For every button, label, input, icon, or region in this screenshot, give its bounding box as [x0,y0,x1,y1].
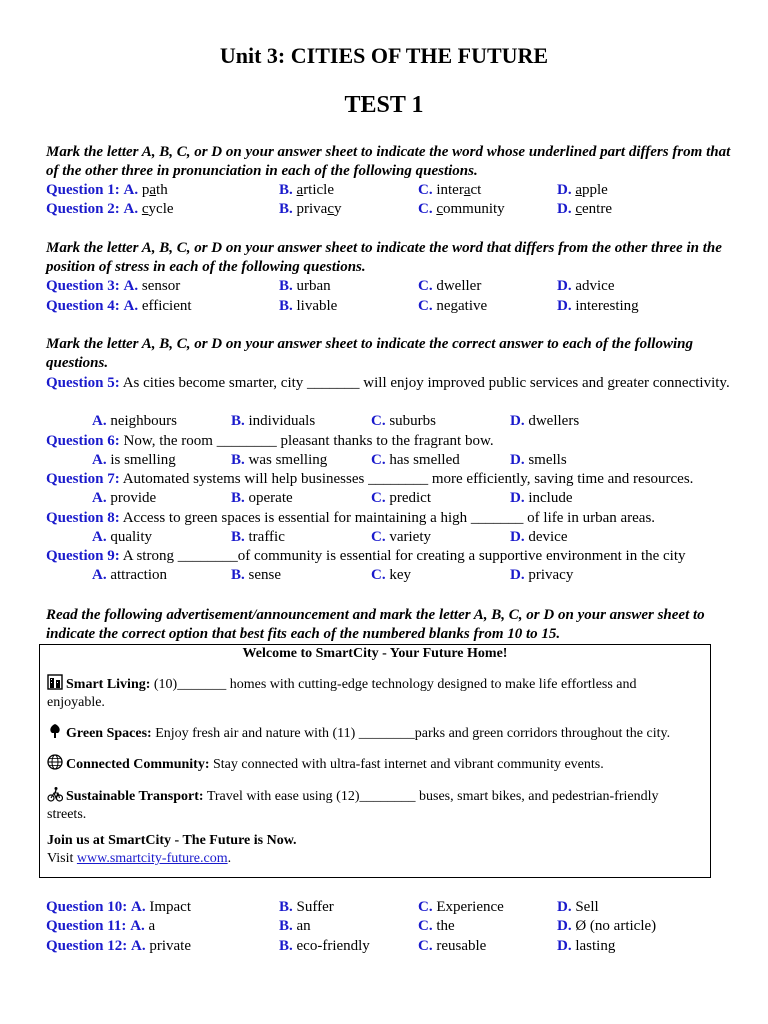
test-title: TEST 1 [344,92,424,118]
option-text: cycle [141,201,174,217]
option-d: D. interesting [557,298,639,314]
feature-smart-living: Smart Living: (10)_______ homes with cutting-edge technology designed to make life effortless and enjoyable. [47,674,697,712]
option-b: B. an [279,918,311,934]
question-label: Question 4: [46,298,120,314]
question-row: Question 11: A. a B. an C. the D. Ø (no article) [46,918,657,934]
question-stem: Question 7: Automated systems will help businesses ________ more efficiently, saving time and resources. [46,471,694,487]
advertisement-box [39,644,711,878]
options-row: A. quality B. traffic C. variety D. device [92,529,568,545]
question-stem: Question 5: As cities become smarter, city _______ will enjoy improved public services and greater connectivity. [46,375,730,391]
options-row: A. is smelling B. was smelling C. has smelled D. smells [92,452,567,468]
question-row: Question 10: A. Impact B. Suffer C. Experience D. Sell [46,899,599,915]
ad-visit-line: Visit www.smartcity-future.com. [47,851,232,866]
feature-sustainable-transport: Sustainable Transport: Travel with ease using (12)________ buses, smart bikes, and pedestrian-friendly streets. [47,786,697,824]
options-row: A. neighbours B. individuals C. suburbs D. dwellers [92,413,580,429]
question-label: Question 1: [46,182,120,198]
question-stem: Question 8: Access to green spaces is essential for maintaining a high _______ of life in urban areas. [46,510,656,526]
ad-join-line: Join us at SmartCity - The Future is Now. [47,833,297,848]
option-b: B. Suffer [279,899,334,915]
option-c: C. the [418,918,455,934]
option-b: B. eco-friendly [279,938,370,954]
section1-instruction: Mark the letter A, B, C, or D on your answer sheet to indicate the word whose underlined part differs from that of the other three in pronunciation in each of the following questions. [46,144,731,179]
feature-connected-community: Connected Community: Stay connected with ultra-fast internet and vibrant community events. [47,754,697,774]
section2-instruction: Mark the letter A, B, C, or D on your answer sheet to indicate the word that differs from the other three in the position of stress in each of the following questions. [46,240,722,275]
question-label: Question 3: [46,278,120,294]
option-b: B. livable [279,298,338,314]
question-row [46,200,736,219]
option-d: D. Ø (no article) [557,918,657,934]
option-text: path [141,182,168,198]
unit-title: Unit 3: CITIES OF THE FUTURE [219,43,549,68]
options-row: A. attraction B. sense C. key D. privacy [92,567,574,583]
question-label: Question 2: [46,201,120,217]
option-c: C. negative [418,298,488,314]
options-row: A. provide B. operate C. predict D. include [92,490,573,506]
section3-instruction: Mark the letter A, B, C, or D on your answer sheet to indicate the correct answer to each of the following questions. [46,336,693,371]
feature-green-spaces: Green Spaces: Enjoy fresh air and nature with (11) ________parks and green corridors throughout the city. [47,723,697,743]
option-d: D. lasting [557,938,616,954]
bicycle-icon [47,786,63,802]
question-row: Question 3: A. sensor B. urban C. dweller D. advice [46,278,615,294]
question-label: Question 11: [46,918,127,934]
website-link[interactable]: www.smartcity-future.com [76,851,228,866]
option-text: efficient [141,298,192,314]
question-stem: Question 9: A strong ________of community is essential for creating a supportive environment in the city [46,548,686,564]
section4-instruction: Read the following advertisement/announcement and mark the letter A, B, C, or D on your answer sheet to indicate the correct option that best fits each of the numbered blanks from 10 to 15. [46,607,705,642]
option-c: C. dweller [418,278,482,294]
question-label: Question 10: [46,899,128,915]
option-d: D. centre [557,201,612,217]
option-c: C. reusable [418,938,487,954]
tree-icon [47,723,63,739]
question-row [46,181,736,200]
building-icon [47,674,63,690]
option-d: D. apple [557,182,608,198]
ad-title: Welcome to SmartCity - Your Future Home! [242,646,508,661]
option-letter: A. [123,201,139,217]
option-b: B. urban [279,278,331,294]
option-c: C. interact [418,182,482,198]
question-row: Question 4: A. efficient B. livable C. negative D. interesting [46,298,639,314]
question-stem: Question 6: Now, the room ________ pleasant thanks to the fragrant bow. [46,433,494,449]
option-d: D. Sell [557,899,599,915]
option-text: sensor [141,278,181,294]
option-b: B. privacy [279,201,342,217]
option-c: C. community [418,201,505,217]
option-b: B. article [279,182,335,198]
option-c: C. Experience [418,899,504,915]
globe-icon [47,754,63,770]
option-d: D. advice [557,278,615,294]
question-label: Question 12: [46,938,128,954]
option-letter: A. [123,182,139,198]
question-row: Question 12: A. private B. eco-friendly C. reusable D. lasting [46,938,616,954]
